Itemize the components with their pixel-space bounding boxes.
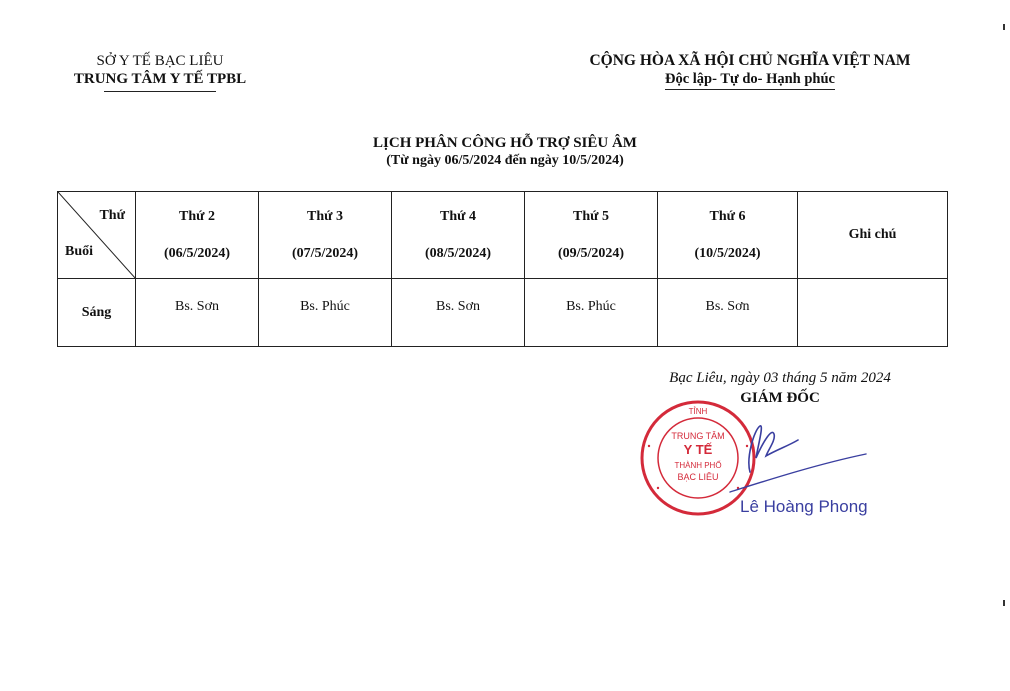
note-cell (798, 279, 948, 347)
day-date: (10/5/2024) (694, 245, 761, 261)
document-title-block (0, 134, 1010, 170)
corner-cell (58, 192, 136, 279)
signer-position: GIÁM ĐỐC (740, 390, 820, 406)
assignment-cell: Bs. Sơn (658, 279, 798, 347)
day-name: Thứ 6 (709, 208, 746, 224)
assignment-cell: Bs. Phúc (525, 279, 658, 347)
national-motto: Độc lập- Tự do- Hạnh phúc (665, 70, 835, 90)
day-header-cell (259, 192, 392, 279)
schedule-table (57, 191, 948, 347)
page-edge-mark (1003, 600, 1005, 606)
table-header-row (58, 192, 948, 279)
session-label: Sáng (58, 279, 136, 347)
day-date: (06/5/2024) (163, 245, 231, 261)
signer-name: Lê Hoàng Phong (740, 497, 868, 516)
day-name: Thứ 4 (439, 208, 477, 224)
day-header-cell (658, 192, 798, 279)
handwritten-signature (728, 420, 868, 500)
parent-agency: SỞ Y TẾ BẠC LIÊU (96, 53, 224, 69)
table-row (58, 279, 948, 347)
day-date: (07/5/2024) (291, 245, 359, 261)
stamp-line-1: TRUNG TÂM (671, 431, 725, 441)
country-name: CỘNG HÒA XÃ HỘI CHỦ NGHĨA VIỆT NAM (589, 52, 911, 69)
day-header-cell (136, 192, 259, 279)
page-edge-mark (1003, 24, 1005, 30)
corner-label-session: Buổi (65, 244, 94, 259)
stamp-line-2: Y TẾ (683, 442, 713, 457)
agency-name: TRUNG TÂM Y TẾ TPBL (73, 71, 247, 87)
diagonal-divider (58, 192, 136, 279)
assignment-cell: Bs. Sơn (392, 279, 525, 347)
stamp-line-4: BẠC LIÊU (677, 472, 719, 482)
assignment-cell: Bs. Sơn (136, 279, 259, 347)
signing-date: Bạc Liêu, ngày 03 tháng 5 năm 2024 (669, 370, 891, 386)
day-name: Thứ 3 (306, 208, 344, 224)
day-date: (09/5/2024) (557, 245, 625, 261)
agency-underline (104, 91, 216, 92)
national-header-block (540, 52, 960, 90)
day-date: (08/5/2024) (424, 245, 492, 261)
document-period: (Từ ngày 06/5/2024 đến ngày 10/5/2024) (386, 153, 624, 168)
stamp-line-3: THÀNH PHỐ (674, 461, 722, 470)
stamp-outer-text: TỈNH (688, 407, 708, 416)
day-name: Thứ 2 (178, 208, 216, 224)
notes-header: Ghi chú (798, 192, 948, 279)
day-header-cell (392, 192, 525, 279)
assignment-cell: Bs. Phúc (259, 279, 392, 347)
day-header-cell (525, 192, 658, 279)
day-name: Thứ 5 (572, 208, 610, 224)
issuing-agency-block (40, 52, 280, 92)
document-title: LỊCH PHÂN CÔNG HỖ TRỢ SIÊU ÂM (373, 135, 637, 151)
corner-label-day: Thứ (99, 208, 125, 223)
